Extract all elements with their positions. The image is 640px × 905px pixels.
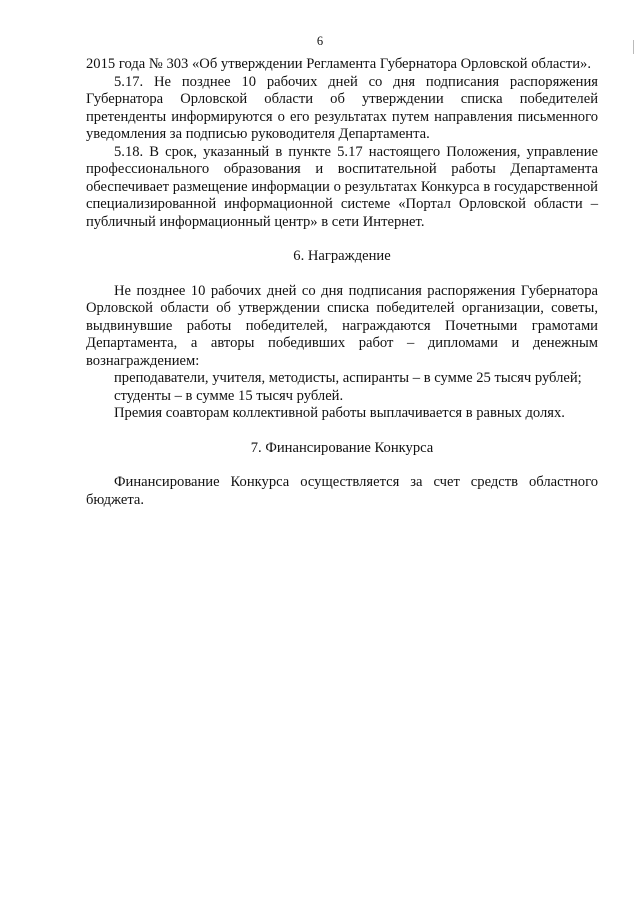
paragraph-regulation-continuation: 2015 года № 303 «Об утверждении Регламента Губернатора Орловской области». (86, 56, 591, 72)
paragraph-5-17: 5.17. Не позднее 10 рабочих дней со дня подписания распоряжения Губернатора Орловской области об утверждении списка победителей претенденты информируются о его результатах путем направления письменного уведомления за подписью руководителя Департамента. (86, 73, 598, 142)
paragraph-awards-main: Не позднее 10 рабочих дней со дня подписания распоряжения Губернатора Орловской области об утверждении списка победителей организации, советы, выдвинувшие работы победителей, награждаются Почетными грамотами Департамента, а авторы победивших работ – дипломами и денежным вознаграждением: (86, 282, 598, 369)
scan-edge-mark (633, 40, 636, 54)
document-body (86, 56, 598, 509)
paragraph-5-18: 5.18. В срок, указанный в пункте 5.17 настоящего Положения, управление профессионального образования и воспитательной работы Департамента обеспечивает размещение информации о результатах Конкурса в государственной специализированной информационной системе «Портал Орловской области – публичный информационный центр» в сети Интернет. (86, 143, 598, 230)
list-item-teachers-award: преподаватели, учителя, методисты, аспиранты – в сумме 25 тысяч рублей; (114, 370, 582, 386)
section-heading-awards: 6. Награждение (293, 248, 391, 264)
paragraph-coauthors-award: Премия соавторам коллективной работы выплачивается в равных долях. (114, 405, 565, 421)
section-heading-financing: 7. Финансирование Конкурса (250, 439, 434, 456)
page-number: 6 (316, 34, 324, 48)
list-item-students-award: студенты – в сумме 15 тысяч рублей. (114, 387, 344, 404)
paragraph-financing: Финансирование Конкурса осуществляется за счет средств областного бюджета. (86, 474, 598, 508)
